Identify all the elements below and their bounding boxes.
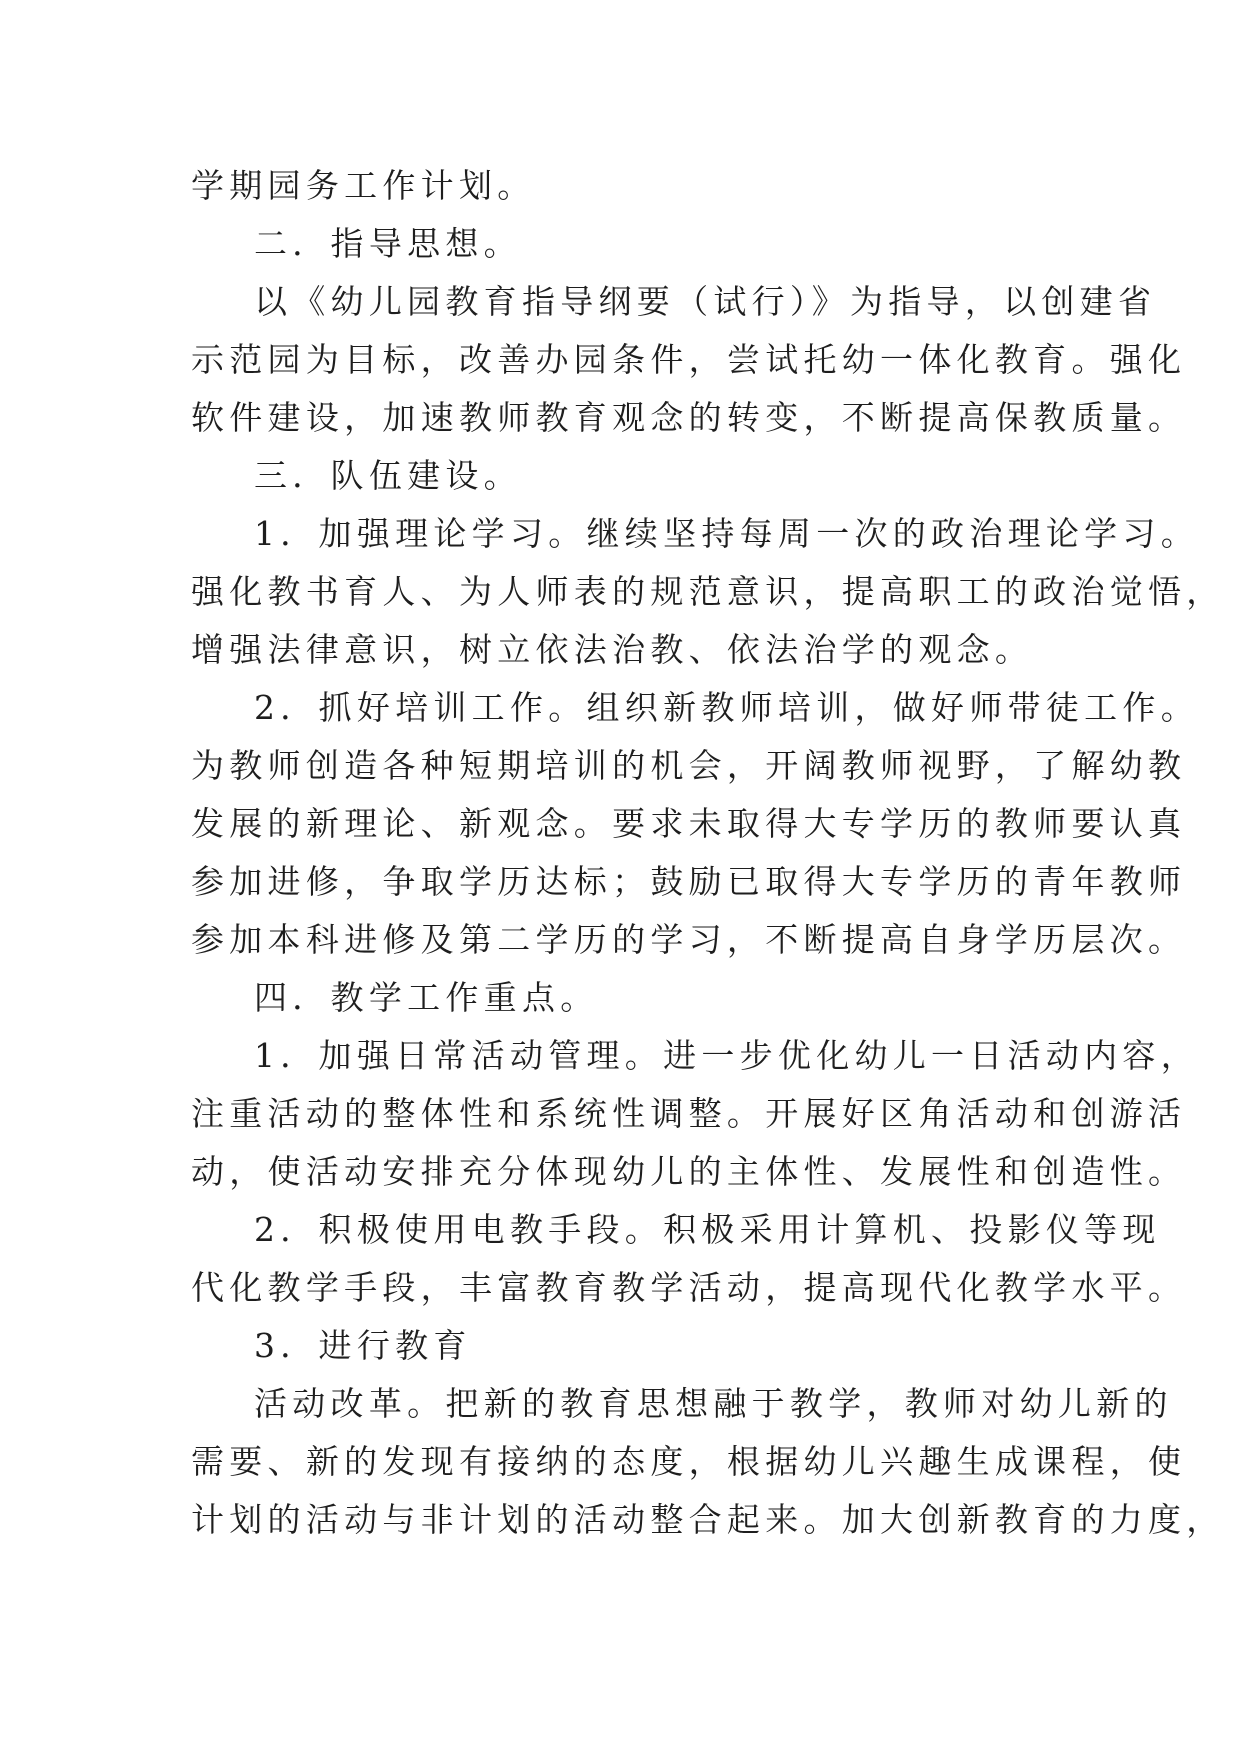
paragraph-line: 为教师创造各种短期培训的机会，开阔教师视野，了解幼教 (191, 746, 1187, 785)
paragraph-line: 2．积极使用电教手段。积极采用计算机、投影仪等现 (254, 1210, 1161, 1249)
paragraph-line: 计划的活动与非计划的活动整合起来。加大创新教育的力度， (191, 1500, 1225, 1539)
paragraph-line: 1．加强日常活动管理。进一步优化幼儿一日活动内容， (254, 1036, 1199, 1075)
paragraph-line: 3．进行教育 (254, 1326, 472, 1365)
paragraph-line: 示范园为目标，改善办园条件，尝试托幼一体化教育。强化 (191, 340, 1187, 379)
section-heading: 四．教学工作重点。 (254, 978, 599, 1017)
paragraph-line: 注重活动的整体性和系统性调整。开展好区角活动和创游活 (191, 1094, 1187, 1133)
paragraph-line: 参加进修，争取学历达标；鼓励已取得大专学历的青年教师 (191, 862, 1187, 901)
paragraph-line: 软件建设，加速教师教育观念的转变，不断提高保教质量。 (191, 398, 1187, 437)
paragraph-line: 动，使活动安排充分体现幼儿的主体性、发展性和创造性。 (191, 1152, 1187, 1191)
paragraph-line: 需要、新的发现有接纳的态度，根据幼儿兴趣生成课程，使 (191, 1442, 1187, 1481)
paragraph-line: 参加本科进修及第二学历的学习，不断提高自身学历层次。 (191, 920, 1187, 959)
paragraph-line: 发展的新理论、新观念。要求未取得大专学历的教师要认真 (191, 804, 1187, 843)
paragraph-line: 代化教学手段，丰富教育教学活动，提高现代化教学水平。 (191, 1268, 1187, 1307)
paragraph-line: 以《幼儿园教育指导纲要（试行）》为指导，以创建省 (254, 282, 1157, 321)
paragraph-line: 1．加强理论学习。继续坚持每周一次的政治理论学习。 (254, 514, 1199, 553)
section-heading: 三．队伍建设。 (254, 456, 522, 495)
paragraph-line: 强化教书育人、为人师表的规范意识，提高职工的政治觉悟， (191, 572, 1225, 611)
paragraph-line: 增强法律意识，树立依法治教、依法治学的观念。 (191, 630, 1034, 669)
paragraph-line: 活动改革。把新的教育思想融于教学，教师对幼儿新的 (254, 1384, 1173, 1423)
section-heading: 二．指导思想。 (254, 224, 522, 263)
paragraph-line: 2．抓好培训工作。组织新教师培训，做好师带徒工作。 (254, 688, 1199, 727)
text-line: 学期园务工作计划。 (191, 166, 536, 205)
